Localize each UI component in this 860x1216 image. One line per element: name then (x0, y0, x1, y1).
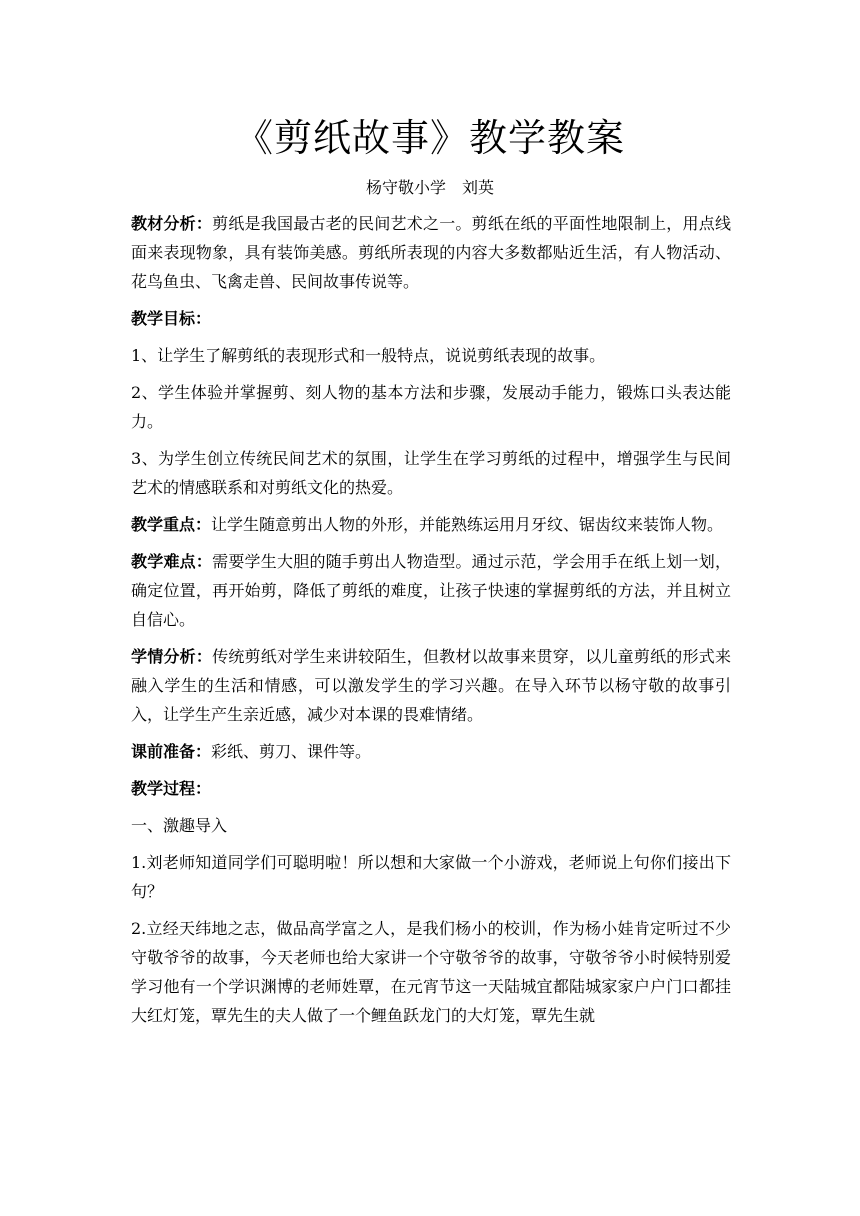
section-label: 教学重点： (131, 515, 212, 534)
section-teaching-goals (131, 304, 731, 333)
section-label: 教学难点： (131, 552, 213, 571)
section-label: 教材分析： (131, 214, 213, 233)
goal-item-2: 2、学生体验并掌握剪、刻人物的基本方法和步骤，发展动手能力，锻炼口头表达能力。 (131, 383, 731, 431)
goal-item-3: 3、为学生创立传统民间艺术的氛围，让学生在学习剪纸的过程中，增强学生与民间艺术的情感联系和对剪纸文化的热爱。 (131, 449, 731, 497)
section-text: 让学生随意剪出人物的外形，并能熟练运用月牙纹、锯齿纹来装饰人物。 (211, 515, 724, 534)
document-author: 杨守敬小学 刘英 (365, 178, 494, 197)
section-materials-analysis (131, 209, 731, 296)
section-preparation (131, 737, 731, 766)
section-text: 彩纸、剪刀、课件等。 (211, 742, 372, 761)
process-step-2: 2.立经天纬地之志，做品高学富之人，是我们杨小的校训，作为杨小娃肯定听过不少守敬爷爷的故事，今天老师也给大家讲一个守敬爷爷的故事，守敬爷爷小时候特别爱学习他有一个学识渊博的老师姓覃，在元宵节这一天陆城宜都陆城家家户户门口都挂大红灯笼，覃先生的夫人做了一个鲤鱼跃龙门的大灯笼，覃先生就 (131, 919, 731, 1025)
document-title: 《剪纸故事》教学教案 (234, 116, 625, 160)
section-label: 课前准备： (131, 742, 212, 761)
section-text: 需要学生大胆的随手剪出人物造型。通过示范，学会用手在纸上划一划，确定位置，再开始剪，降低了剪纸的难度，让孩子快速的掌握剪纸的方法，并且树立自信心。 (131, 552, 731, 629)
goal-item-1: 1、让学生了解剪纸的表现形式和一般特点，说说剪纸表现的故事。 (131, 346, 606, 365)
section-teaching-process (131, 774, 731, 803)
section-label: 教学目标： (131, 309, 212, 328)
section-text: 剪纸是我国最古老的民间艺术之一。剪纸在纸的平面性地限制上，用点线面来表现物象，具有装饰美感。剪纸所表现的内容大多数都贴近生活，有人物活动、花鸟鱼虫、飞禽走兽、民间故事传说等。 (131, 214, 731, 291)
section-difficulties (131, 547, 731, 634)
document-body (131, 209, 731, 1038)
section-learner-analysis (131, 642, 731, 729)
process-heading-intro: 一、激趣导入 (131, 816, 228, 835)
section-key-points (131, 510, 731, 539)
section-label: 教学过程： (131, 779, 212, 798)
section-text: 传统剪纸对学生来讲较陌生，但教材以故事来贯穿，以儿童剪纸的形式来融入学生的生活和情感，可以激发学生的学习兴趣。在导入环节以杨守敬的故事引入，让学生产生亲近感，减少对本课的畏难情绪。 (131, 647, 731, 724)
process-step-1: 1.刘老师知道同学们可聪明啦！所以想和大家做一个小游戏，老师说上句你们接出下句？ (131, 853, 731, 901)
section-label: 学情分析： (131, 647, 213, 666)
